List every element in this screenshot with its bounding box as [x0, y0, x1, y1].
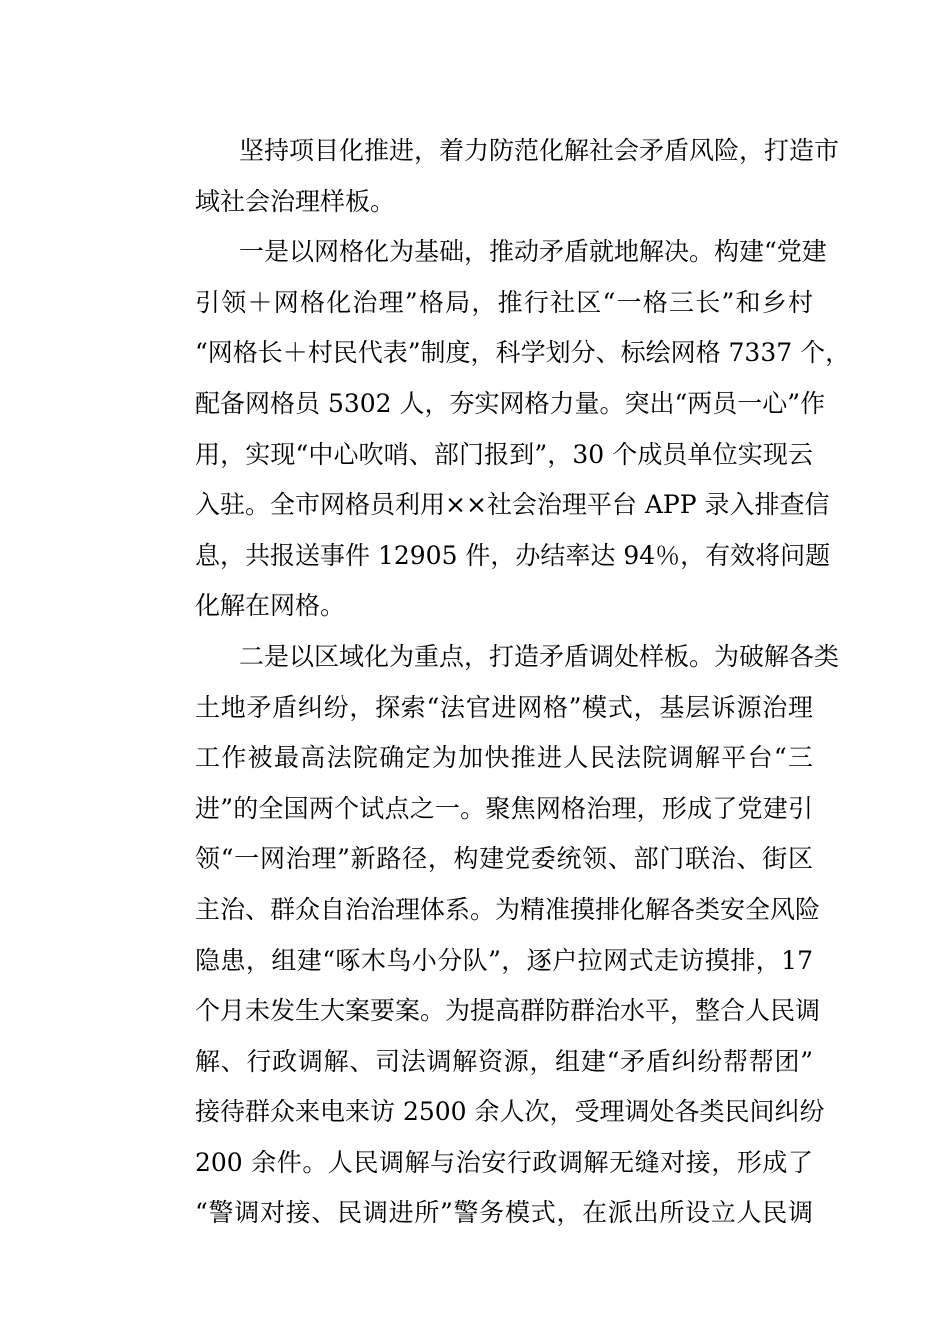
- text-line: 息，共报送事件 12905 件，办结率达 94％，有效将问题: [195, 540, 831, 570]
- text-line: 200 余件。人民调解与治安行政调解无缝对接，形成了: [195, 1147, 813, 1177]
- paragraph-3: [145, 632, 840, 1239]
- text-line: 主治、群众自治治理体系。为精准摸排化解各类安全风险: [195, 894, 821, 924]
- text-line: 二是以区域化为重点，打造矛盾调处样板。为破解各类: [239, 641, 840, 671]
- text-line: 化解在网格。: [195, 591, 346, 621]
- text-line: 领“一网治理”新路径，构建党委统领、部门联治、街区: [195, 844, 813, 874]
- text-line: 引领＋网格化治理”格局，推行社区“一格三长”和乡村: [195, 287, 813, 317]
- document-body: [145, 126, 851, 1239]
- text-line: 解、行政调解、司法调解资源，组建“矛盾纠纷帮帮团”: [195, 1046, 813, 1076]
- text-line: 隐患，组建“啄木鸟小分队”，逐户拉网式走访摸排，17: [195, 945, 813, 975]
- text-line: 坚持项目化推进，着力防范化解社会矛盾风险，打造市: [239, 136, 840, 165]
- text-line: “网格长＋村民代表”制度，科学划分、标绘网格 7337 个，: [195, 338, 851, 368]
- paragraph-2: [145, 227, 851, 632]
- text-line: 工作被最高法院确定为加快推进人民法院调解平台“三: [195, 743, 813, 773]
- text-line: 用，实现“中心吹哨、部门报到”，30 个成员单位实现云: [195, 439, 813, 469]
- text-line: 入驻。全市网格员利用××社会治理平台 APP 录入排查信: [195, 490, 830, 520]
- paragraph-1: [145, 126, 840, 227]
- text-line: 土地矛盾纠纷，探索“法官进网格”模式，基层诉源治理: [195, 692, 813, 722]
- text-line: 一是以网格化为基础，推动矛盾就地解决。构建“党建: [239, 237, 827, 267]
- text-line: 接待群众来电来访 2500 余人次，受理调处各类民间纠纷: [195, 1097, 825, 1127]
- text-line: 个月未发生大案要案。为提高群防群治水平，整合人民调: [195, 996, 821, 1026]
- text-line: 进”的全国两个试点之一。聚焦网格治理，形成了党建引: [195, 793, 813, 823]
- text-line: 配备网格员 5302 人，夯实网格力量。突出“两员一心”作: [195, 388, 826, 418]
- text-line: “警调对接、民调进所”警务模式，在派出所设立人民调: [195, 1198, 813, 1228]
- text-line: 域社会治理样板。: [195, 186, 396, 216]
